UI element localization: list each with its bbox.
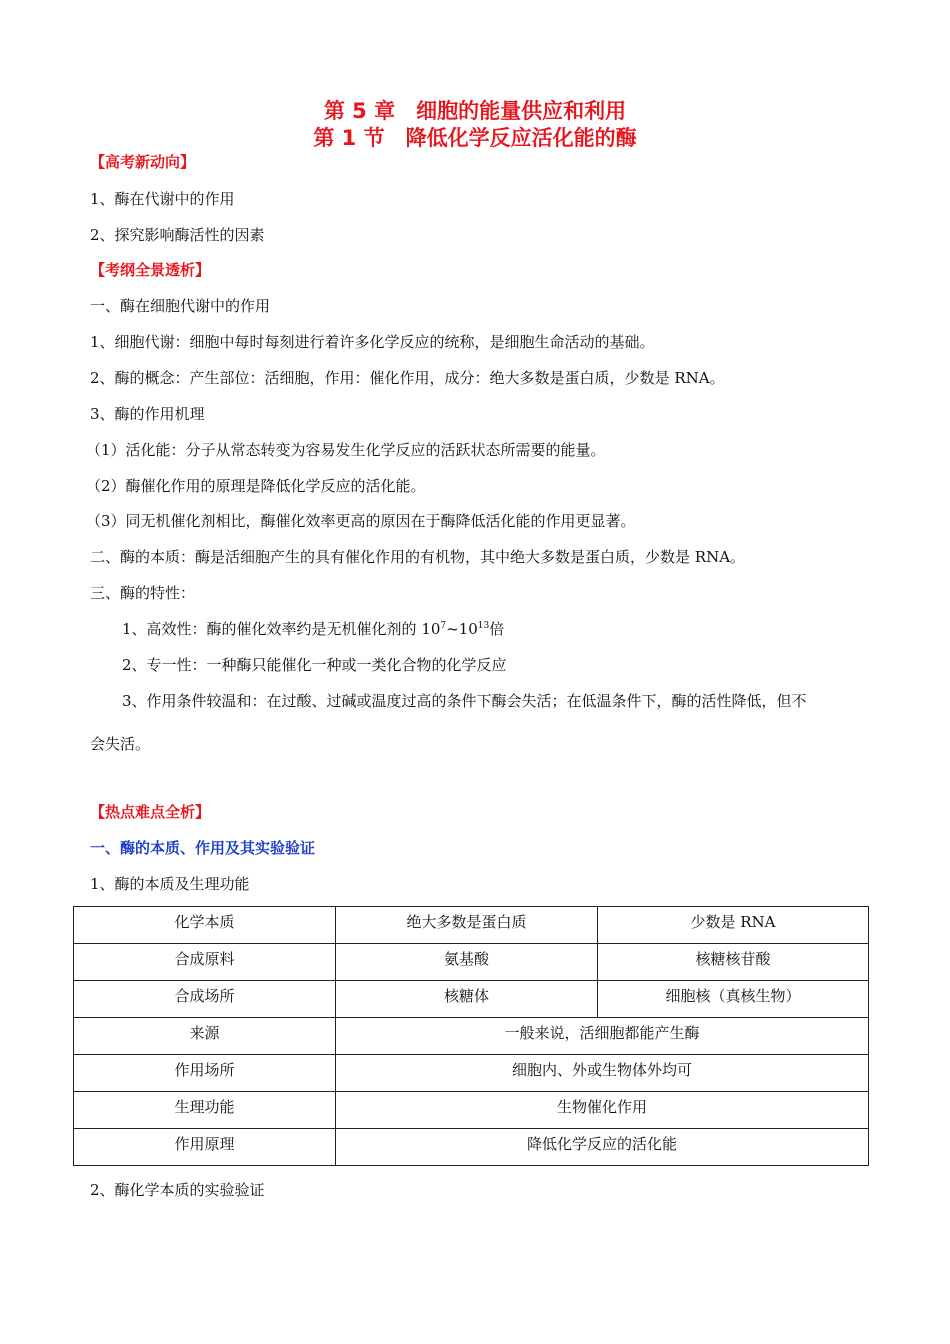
outline-heading: 【考纲全景透析】 [90,261,211,279]
table-cell: 细胞内、外或生物体外均可 [336,1055,869,1092]
table-row [74,1129,869,1166]
table-cell: 合成场所 [74,981,336,1018]
paragraph-efficiency-reason: （3）同无机催化剂相比，酶催化效率更高的原因在于酶降低活化能的作用更显著。 [86,512,636,530]
enzyme-info-table [73,906,869,1166]
paragraph-cell-metabolism: 1、细胞代谢：细胞中每时每刻进行着许多化学反应的统称，是细胞生命活动的基础。 [90,333,655,351]
table-cell: 化学本质 [74,907,336,944]
feature-1-prefix: 1、高效性：酶的催化效率约是无机催化剂的 10 [122,620,441,638]
analysis-heading: 【热点难点全析】 [90,803,211,821]
chapter-title: 第 5 章 细胞的能量供应和利用 [323,99,627,123]
paragraph-catalysis-principle: （2）酶催化作用的原理是降低化学反应的活化能。 [86,477,426,495]
table-row [74,1092,869,1129]
analysis-item-1: 1、酶的本质及生理功能 [90,875,250,893]
table-row [74,1055,869,1092]
paragraph-enzyme-concept: 2、酶的概念：产生部位：活细胞，作用：催化作用，成分：绝大多数是蛋白质，少数是 RNA。 [90,369,725,387]
feature-mild-conditions-line1: 3、作用条件较温和：在过酸、过碱或温度过高的条件下酶会失活；在低温条件下，酶的活性降低，但不 [122,692,807,710]
trend-heading: 【高考新动向】 [90,153,196,171]
table-row [74,981,869,1018]
feature-high-efficiency [122,619,504,639]
table-cell: 生理功能 [74,1092,336,1129]
table-cell: 一般来说，活细胞都能产生酶 [336,1018,869,1055]
table-row [74,907,869,944]
part1-title: 一、酶在细胞代谢中的作用 [90,297,271,315]
exponent-2: 13 [477,621,490,631]
analysis-subtitle: 一、酶的本质、作用及其实验验证 [90,839,316,857]
table-cell: 核糖核苷酸 [598,944,869,981]
table-row [74,944,869,981]
table-cell: 作用场所 [74,1055,336,1092]
table-cell: 作用原理 [74,1129,336,1166]
table-cell: 合成原料 [74,944,336,981]
trend-item-1: 1、酶在代谢中的作用 [90,190,235,208]
table-cell: 降低化学反应的活化能 [336,1129,869,1166]
table-cell: 少数是 RNA [598,907,869,944]
feature-1-suffix: 倍 [489,620,505,638]
exponent-1: 7 [440,621,447,631]
part3-title: 三、酶的特性： [90,584,196,602]
section-title: 第 1 节 降低化学反应活化能的酶 [313,126,637,150]
feature-specificity: 2、专一性：一种酶只能催化一种或一类化合物的化学反应 [122,656,507,674]
table-cell: 氨基酸 [336,944,598,981]
table-cell: 细胞核（真核生物） [598,981,869,1018]
table-cell: 核糖体 [336,981,598,1018]
table-cell: 绝大多数是蛋白质 [336,907,598,944]
table-cell: 来源 [74,1018,336,1055]
paragraph-mechanism-title: 3、酶的作用机理 [90,405,205,423]
paragraph-activation-energy: （1）活化能：分子从常态转变为容易发生化学反应的活跃状态所需要的能量。 [86,441,606,459]
analysis-item-2: 2、酶化学本质的实验验证 [90,1181,265,1199]
feature-mild-conditions-line2: 会失活。 [90,735,151,753]
trend-item-2: 2、探究影响酶活性的因素 [90,226,265,244]
table-cell: 生物催化作用 [336,1092,869,1129]
feature-1-mid: ~10 [446,620,478,638]
table-row [74,1018,869,1055]
part2-enzyme-nature: 二、酶的本质：酶是活细胞产生的具有催化作用的有机物，其中绝大多数是蛋白质，少数是 RNA。 [90,548,746,566]
